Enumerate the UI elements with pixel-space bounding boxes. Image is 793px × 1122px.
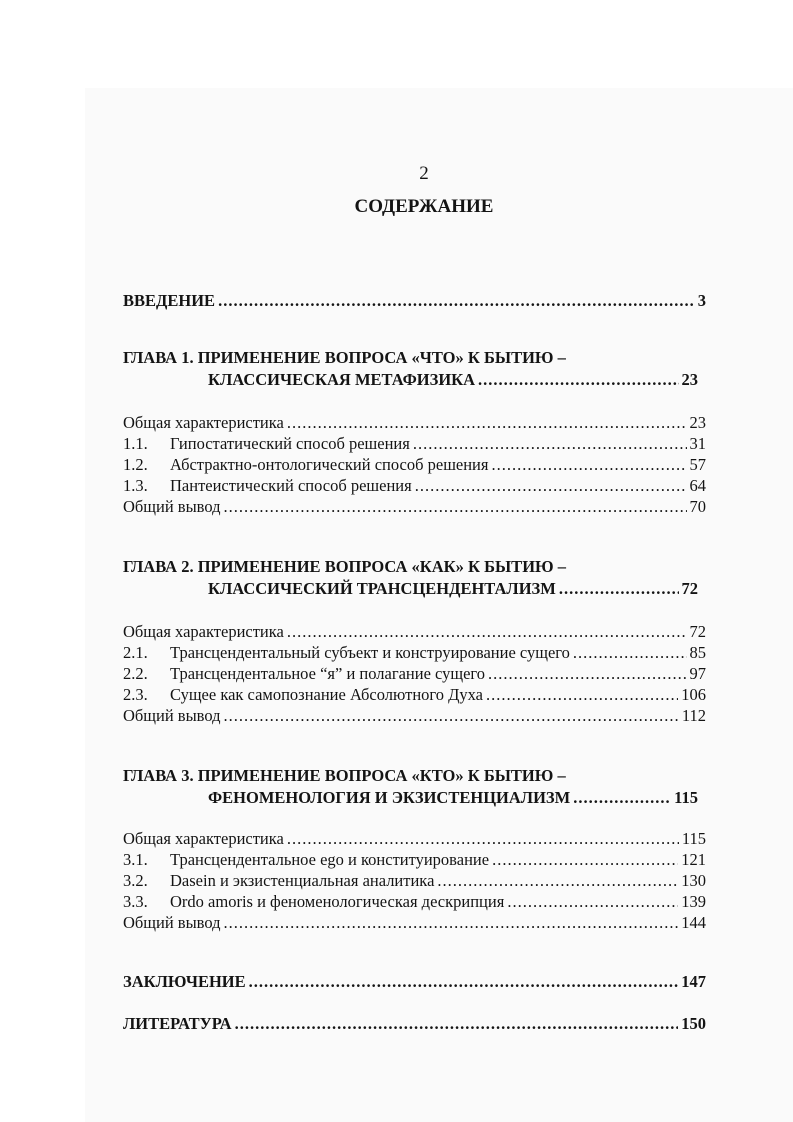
toc-entry-conclusion[interactable] [123,971,706,993]
toc-page: 139 [681,892,706,911]
dot-leader [507,891,678,913]
toc-page: 112 [681,706,706,725]
dot-leader [478,369,678,391]
toc-page: 85 [689,643,706,662]
toc-entry[interactable] [123,433,706,455]
toc-label: Общий вывод [123,913,221,932]
toc-label: Гипостатический способ решения [170,434,410,453]
toc-label: Пантеистический способ решения [170,476,412,495]
toc-page: 31 [689,434,706,453]
toc-label: Сущее как самопознание Абсолютного Духа [170,685,484,704]
toc-page: 57 [689,455,706,474]
toc-label: КЛАССИЧЕСКАЯ МЕТАФИЗИКА [208,370,476,389]
toc-page: 23 [689,413,706,432]
toc-number: 1.1. [123,434,148,453]
dot-leader [224,496,687,518]
toc-label: ЗАКЛЮЧЕНИЕ [123,972,246,991]
toc-page: 150 [681,1014,706,1033]
toc-number: 1.2. [123,455,148,474]
toc-entry-literature[interactable] [123,1013,706,1035]
toc-entry[interactable] [123,475,706,497]
toc-label: Общий вывод [123,706,221,725]
toc-page: 70 [689,497,706,516]
chapter3-heading[interactable]: ГЛАВА 3. ПРИМЕНЕНИЕ ВОПРОСА «КТО» К БЫТИЮ – [123,766,566,785]
toc-entry[interactable] [123,891,706,913]
toc-entry[interactable] [123,705,706,727]
toc-number: 2.3. [123,685,148,704]
toc-page: 130 [681,871,706,890]
dot-leader [573,787,671,809]
toc-entry[interactable] [123,849,706,871]
dot-leader [486,684,678,706]
toc-entry[interactable] [123,684,706,706]
toc-label: Абстрактно-онтологический способ решения [170,455,489,474]
toc-page: 147 [681,972,706,991]
dot-leader [224,705,679,727]
toc-number: 2.2. [123,664,148,683]
toc-label: Трансцендентальное ego и конституирование [170,850,490,869]
toc-entry[interactable] [123,412,706,434]
dot-leader [224,912,679,934]
toc-label: КЛАССИЧЕСКИЙ ТРАНСЦЕНДЕНТАЛИЗМ [208,579,556,598]
toc-label: ЛИТЕРАТУРА [123,1014,232,1033]
toc-label: Общая характеристика [123,829,284,848]
toc-entry[interactable] [123,642,706,664]
dot-leader [491,454,686,476]
toc-number: 3.2. [123,871,148,890]
toc-page: 72 [689,622,706,641]
toc-label: Dasein и экзистенциальная аналитика [170,871,435,890]
chapter2-subheading[interactable] [208,578,698,600]
toc-entry[interactable] [123,828,706,850]
toc-label: Общая характеристика [123,622,284,641]
toc-entry[interactable] [123,621,706,643]
toc-page: 121 [681,850,706,869]
toc-page: 23 [681,370,698,389]
toc-page: 106 [681,685,706,704]
toc-number: 2.1. [123,643,148,662]
dot-leader [413,433,687,455]
chapter1-subheading[interactable] [208,369,698,391]
toc-entry[interactable] [123,663,706,685]
dot-leader [415,475,687,497]
toc-entry-intro[interactable] [123,290,706,312]
chapter2-heading[interactable]: ГЛАВА 2. ПРИМЕНЕНИЕ ВОПРОСА «КАК» К БЫТИЮ – [123,557,566,576]
dot-leader [287,621,687,643]
dot-leader [573,642,687,664]
toc-page: 64 [689,476,706,495]
chapter1-heading[interactable]: ГЛАВА 1. ПРИМЕНЕНИЕ ВОПРОСА «ЧТО» К БЫТИЮ – [123,348,566,367]
toc-number: 1.3. [123,476,148,495]
toc-label: Трансцендентальный субъект и конструирование сущего [170,643,570,662]
toc-entry[interactable] [123,454,706,476]
dot-leader [559,578,679,600]
dot-leader [437,870,678,892]
chapter3-subheading[interactable] [208,787,698,809]
toc-number: 3.3. [123,892,148,911]
toc-number: 3.1. [123,850,148,869]
toc-label: ВВЕДЕНИЕ [123,291,216,310]
dot-leader [235,1013,679,1035]
toc-page: 115 [674,788,698,807]
toc-title: СОДЕРЖАНИЕ [354,196,494,217]
toc-page: 72 [681,579,698,598]
dot-leader [287,412,687,434]
toc-label: Общий вывод [123,497,221,516]
toc-entry[interactable] [123,496,706,518]
toc-label: Ordo amoris и феноменологическая дескрипция [170,892,505,911]
dot-leader [218,290,695,312]
toc-label: Трансцендентальное “я” и полагание сущего [170,664,486,683]
toc-page: 115 [681,829,706,848]
toc-entry[interactable] [123,912,706,934]
dot-leader [287,828,679,850]
dot-leader [492,849,678,871]
scan-background [85,88,793,1122]
dot-leader [249,971,679,993]
page-number: 2 [419,163,429,184]
toc-label: ФЕНОМЕНОЛОГИЯ И ЭКЗИСТЕНЦИАЛИЗМ [208,788,571,807]
toc-label: Общая характеристика [123,413,284,432]
toc-page: 97 [689,664,706,683]
toc-page: 144 [681,913,706,932]
dot-leader [488,663,686,685]
toc-entry[interactable] [123,870,706,892]
toc-page: 3 [697,291,706,310]
